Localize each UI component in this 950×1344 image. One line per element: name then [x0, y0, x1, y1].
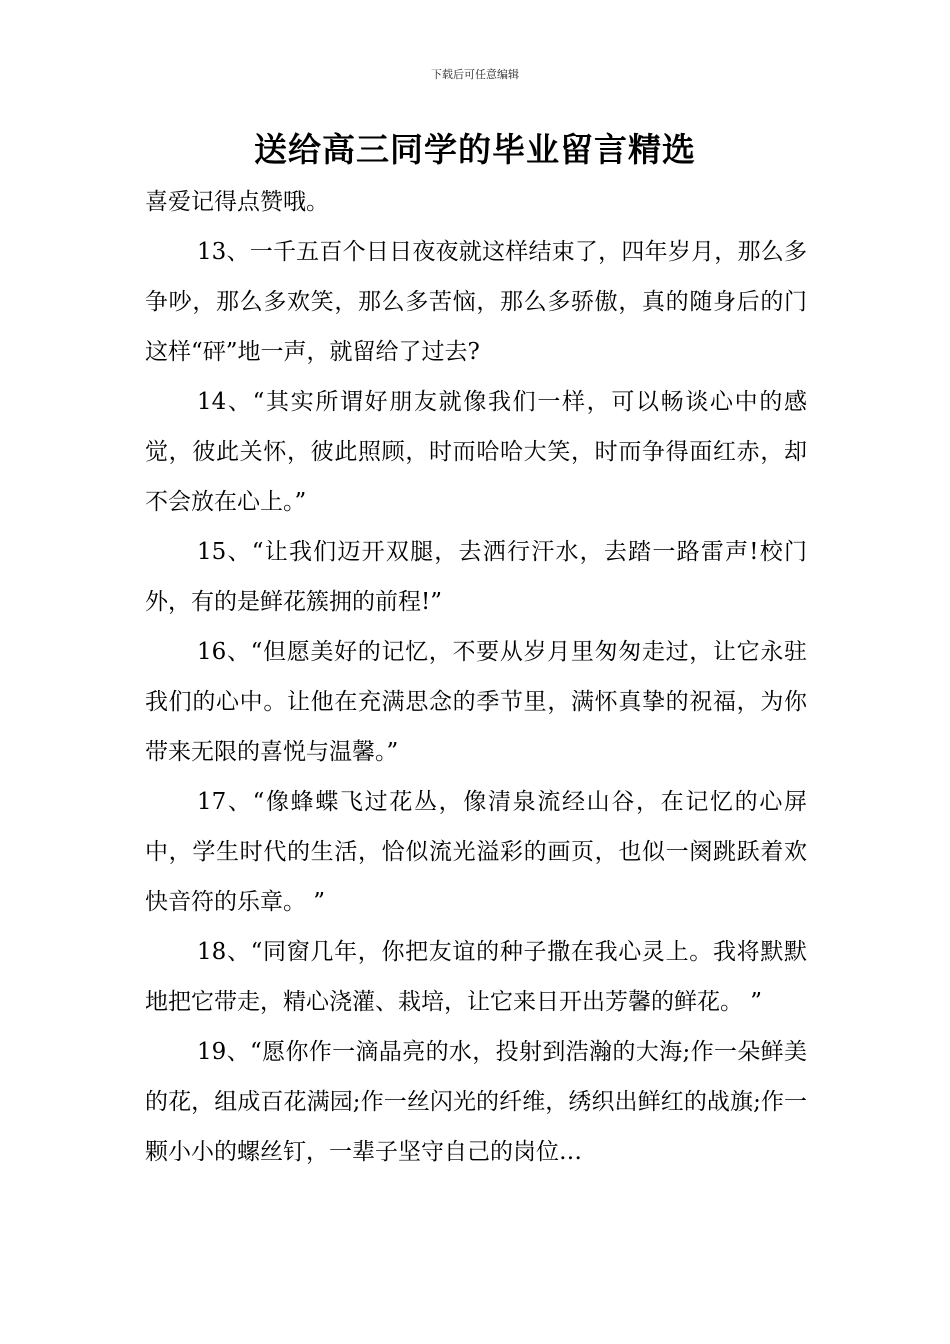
paragraph-18: 18、“同窗几年，你把友谊的种子撒在我心灵上。我将默默地把它带走，精心浇灌、栽培，让它来日开出芳馨的鲜花。 ”: [145, 939, 807, 1015]
document-title: 送给高三同学的毕业留言精选: [254, 130, 696, 169]
paragraph-intro: 喜爱记得点赞哦。: [145, 189, 329, 215]
paragraph-15: 15、“让我们迈开双腿，去洒行汗水，去踏一路雷声!校门外，有的是鲜花簇拥的前程!”: [145, 539, 807, 615]
document-body: [145, 177, 807, 1177]
header-note: 下载后可任意编辑: [431, 68, 519, 81]
paragraph-13: 13、一千五百个日日夜夜就这样结束了，四年岁月，那么多争吵，那么多欢笑，那么多苦恼，那么多骄傲，真的随身后的门这样“砰”地一声，就留给了过去?: [145, 239, 807, 365]
paragraph-16: 16、“但愿美好的记忆，不要从岁月里匆匆走过，让它永驻我们的心中。让他在充满思念的季节里，满怀真挚的祝福，为你带来无限的喜悦与温馨。”: [145, 639, 807, 765]
paragraph-19: 19、“愿你作一滴晶亮的水，投射到浩瀚的大海;作一朵鲜美的花，组成百花满园;作一丝闪光的纤维，绣织出鲜红的战旗;作一颗小小的螺丝钉，一辈子坚守自己的岗位…: [145, 1039, 807, 1165]
paragraph-17: 17、“像蜂蝶飞过花丛，像清泉流经山谷，在记忆的心屏中，学生时代的生活，恰似流光溢彩的画页，也似一阕跳跃着欢快音符的乐章。 ”: [145, 789, 807, 915]
paragraph-14: 14、“其实所谓好朋友就像我们一样，可以畅谈心中的感觉，彼此关怀，彼此照顾，时而哈哈大笑，时而争得面红赤，却不会放在心上。”: [145, 389, 807, 515]
